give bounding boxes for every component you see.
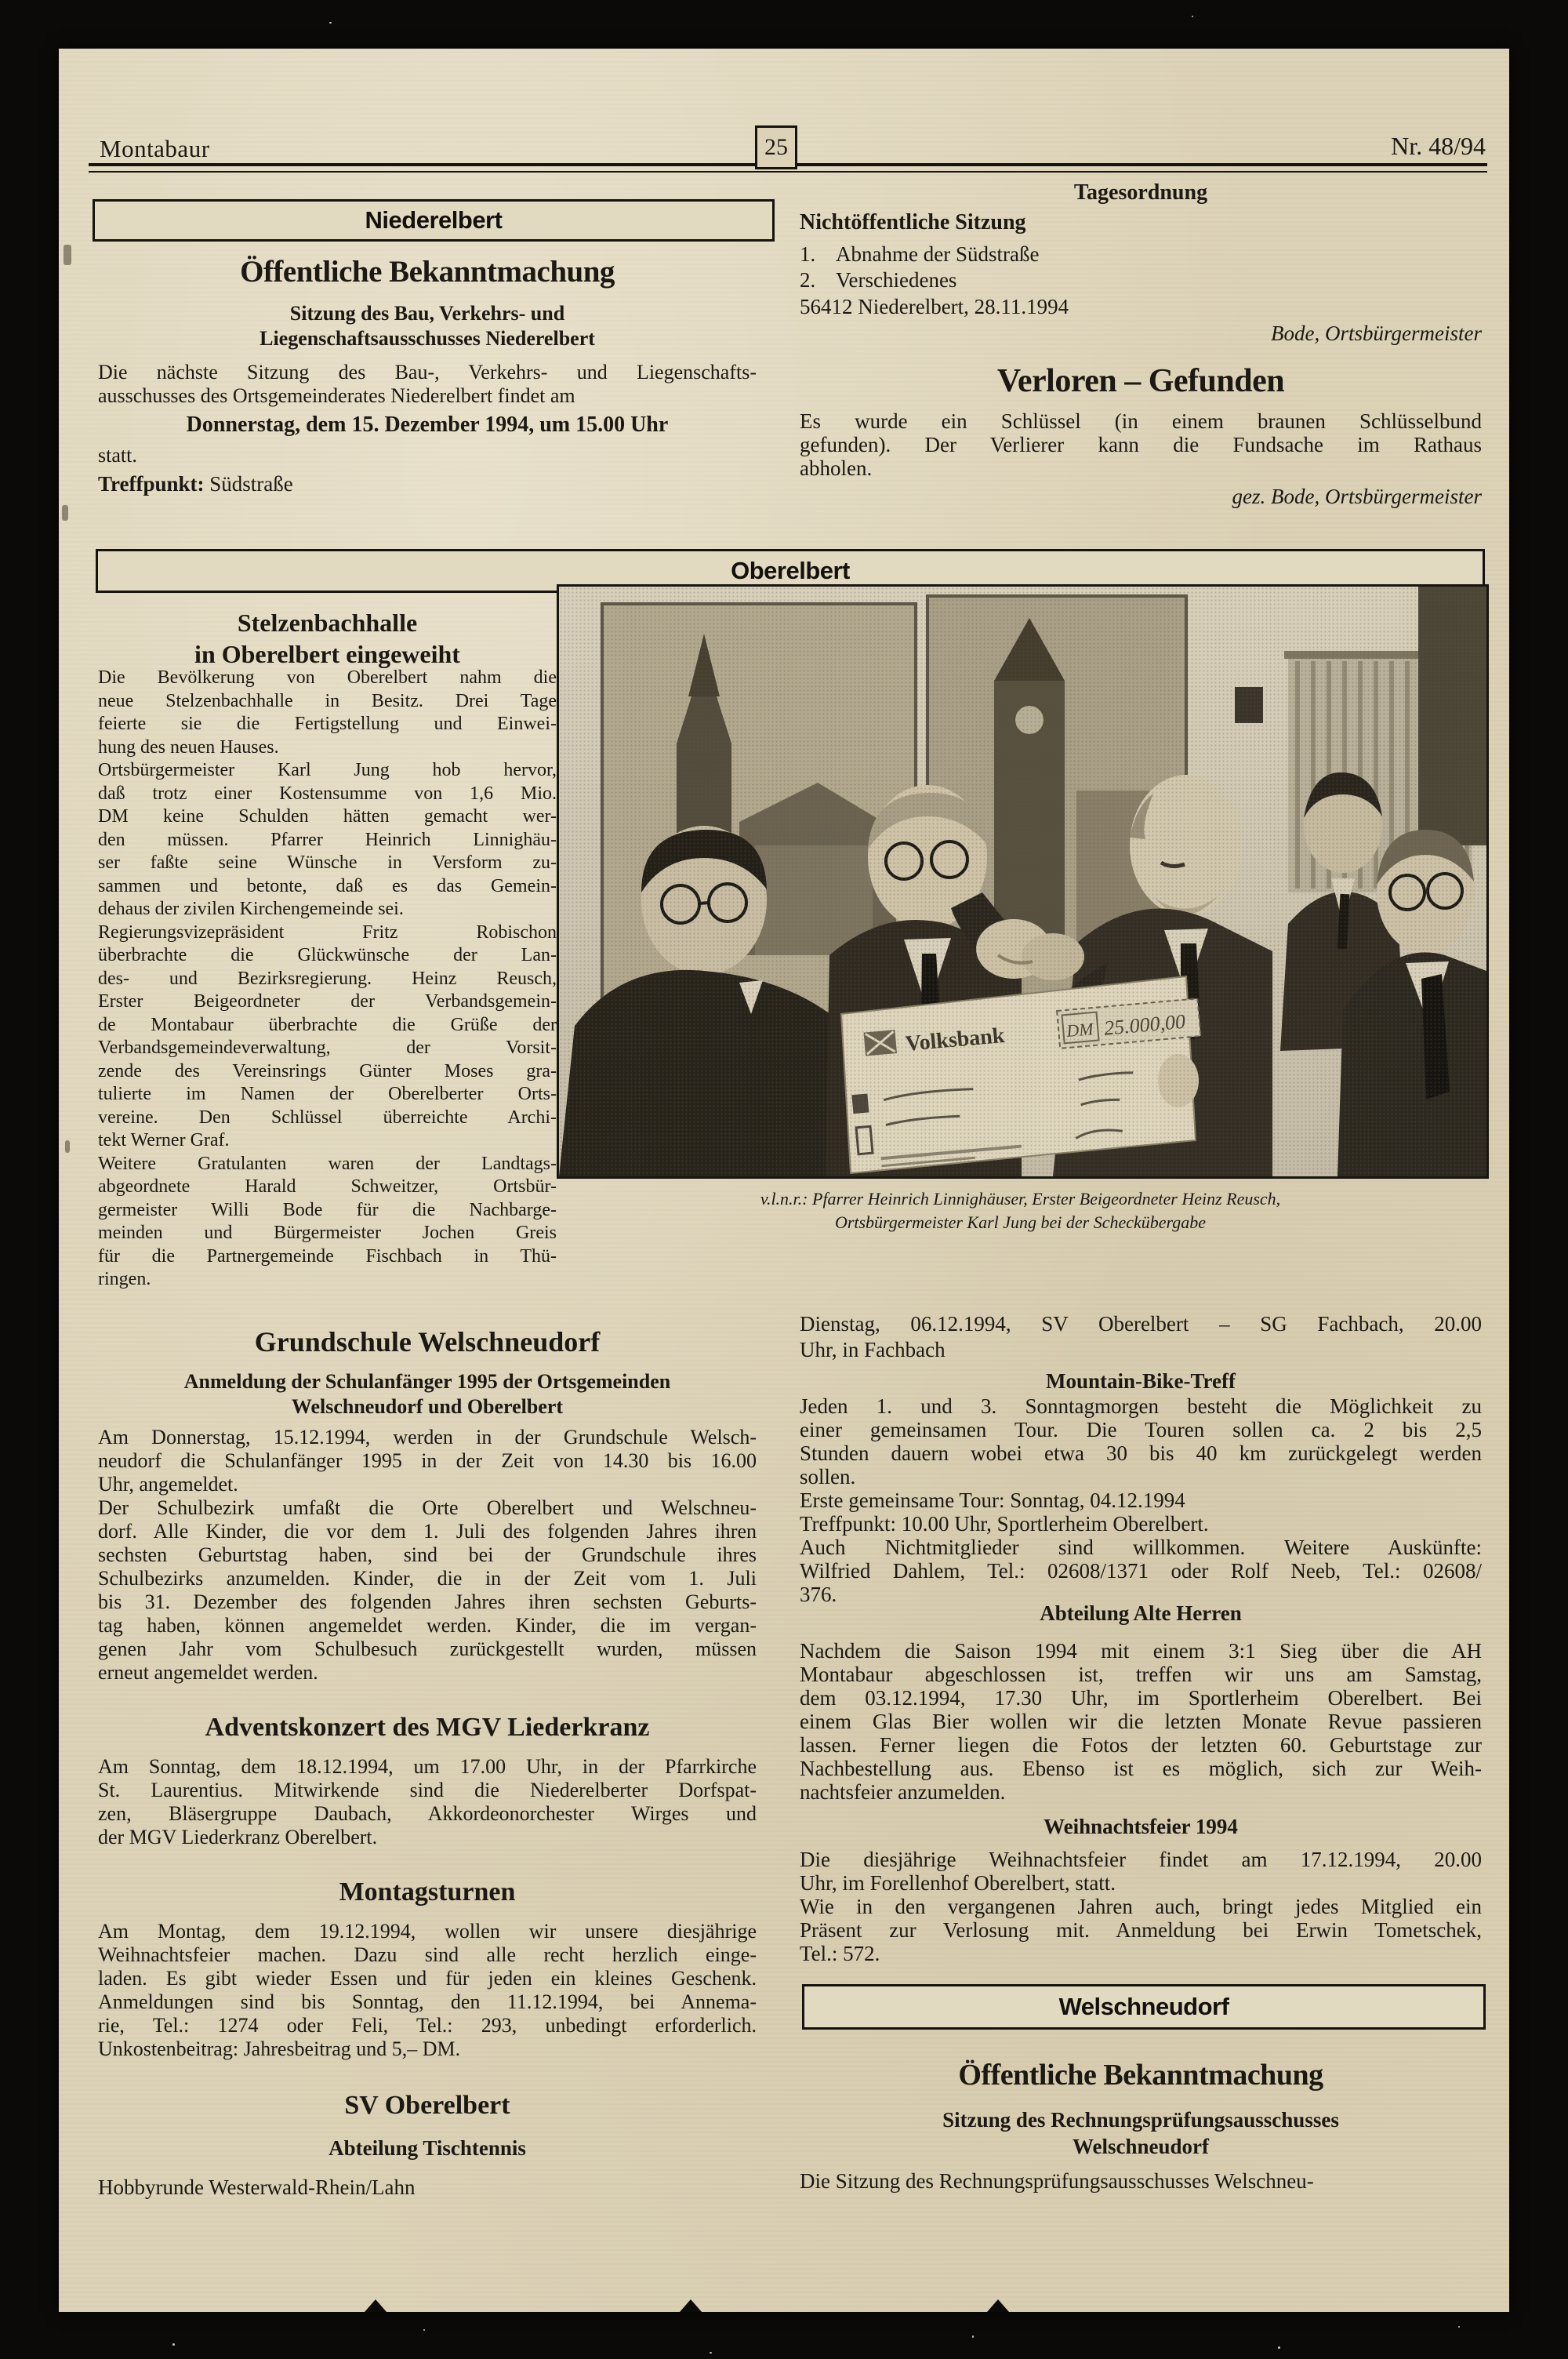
grundschule-paragraph: Der Schulbezirk umfaßt die Orte Oberelbert und Welschneu- dorf. Alle Kinder, die vor dem 1. Juli des folgenden Jahres ihren sechsten Geburtstag haben, sind bei der Grundschule ihres Schulbezirks anzumelden. Kinder, die in der Zeit vom 1. Juli bis 31. Dezember des folgenden Jahres ihren sechsten Geburts- tag haben, können angemeldet werden. Kinder, die im vergan- genen Jahr vom Schulbesuch zurückgestellt wurden, müssen erneut angemeldet werden. [98,1496,757,1684]
scan-speck [1192,16,1193,17]
banner-title: Oberelbert [731,557,850,584]
page-number-box [755,125,797,169]
agenda-title: Tagesordnung [1073,180,1208,205]
adventskonzert-title: Adventskonzert des MGV Liederkranz [205,1713,650,1742]
article-paragraph: Die Bevölkerung von Oberelbert nahm die neue Stelzenbachhalle in Besitz. Drei Tage feierte sie die Fertigstellung und Einwei- hung des neuen Hauses. [98,667,557,758]
banner-title: Welschneudorf [1058,1993,1229,2020]
halftone-texture [559,587,1486,1176]
header-rule-thin [89,171,1487,173]
paper-edge-notch [987,2299,1009,2312]
grundschule-title: Grundschule Welschneudorf [254,1326,601,1358]
welschneudorf-announcement-subtitle: Sitzung des Rechnungsprüfungsausschusses Welschneudorf [942,2108,1339,2158]
scan-speck [1278,2346,1280,2349]
weihnachtsfeier-paragraph: Die diesjährige Weihnachtsfeier findet am 17.12.1994, 20.00 Uhr, im Forellenhof Oberelbert, statt. [800,1848,1482,1895]
scan-speck [329,22,332,24]
article-title: Stelzenbachhalle in Oberelbert eingeweiht [194,609,460,668]
announcement-date: Donnerstag, dem 15. Dezember 1994, um 15.00 Uhr [186,413,669,437]
scan-smudge [62,505,68,521]
agenda-item-label: Verschiedenes [836,268,957,292]
montagsturnen-body: Am Montag, dem 19.12.1994, wollen wir unsere diesjährige Weihnachtsfeier machen. Dazu sind alle recht herzlich einge- laden. Es gibt wieder Essen und für jeden ein kleines Geschenk. Anmeldungen sind bis Sonntag, den 11.12.1994, bei Annema- rie, Tel.: 1274 oder Feli, Tel.: 293, unbedingt erforderlich. Unkostenbeitrag: Jahresbeitrag und 5,– DM. [98,1920,757,2060]
scan-speck [972,2335,974,2338]
announcement-meeting-point [98,472,757,496]
issue-number: Nr. 48/94 [1391,132,1486,160]
grundschule-subtitle: Anmeldung der Schulanfänger 1995 der Ortsgemeinden Welschneudorf und Oberelbert [183,1370,671,1418]
scan-smudge [65,1140,70,1153]
announcement-title: Öffentliche Bekanntmachung [240,255,615,289]
mountainbike-treffpunkt-line: Treffpunkt: 10.00 Uhr, Sportlerheim Oberelbert. [800,1512,1209,1536]
paper-edge-notch [365,2299,387,2312]
hobbyrunde-line: Hobbyrunde Westerwald-Rhein/Lahn [98,2175,416,2199]
agenda-signature: Bode, Ortsbürgermeister [1271,322,1482,345]
welschneudorf-announcement-body: Die Sitzung des Rechnungsprüfungsausschusses Welschneu- [800,2169,1314,2193]
newspaper-page [59,49,1509,2312]
scan-speck [172,2343,175,2346]
agenda-item [800,242,1482,267]
page-number: 25 [764,134,788,160]
mountainbike-tour-line: Erste gemeinsame Tour: Sonntag, 04.12.1994 [800,1488,1185,1512]
announcement-subtitle: Sitzung des Bau, Verkehrs- und Liegenschaftsausschusses Niederelbert [260,302,595,350]
agenda-item-label: Abnahme der Südstraße [836,242,1040,266]
mountainbike-body: Jeden 1. und 3. Sonntagmorgen besteht die Möglichkeit zu einer gemeinsamen Tour. Die Touren sollen ca. 2 bis 2,5 Stunden dauern wobei etwa 30 bis 40 km zurückgelegt werden sollen. [800,1394,1482,1488]
agenda-item-number: 2. [800,268,816,292]
article-paragraph: Regierungsvizepräsident Fritz Robischon überbrachte die Glückwünsche der Lan- des- und Bezirksregierung. Heinz Reusch, Erster Beigeordneter der Verbandsgemein- de Montabaur überbrachte die Grüße der Verbandsgemeindeverwaltung, der Vorsit- zende des Vereinsrings Günter Moses gra- tulierte im Namen der Oberelberter Orts- vereine. Den Schlüssel überreichte Archi- tekt Werner Graf. [98,921,557,1150]
mountainbike-title: Mountain-Bike-Treff [1046,1369,1236,1393]
tischtennis-match: Dienstag, 06.12.1994, SV Oberelbert – SG Fachbach, 20.00 Uhr, in Fachbach [800,1312,1482,1361]
scan-speck [1458,2326,1460,2328]
mountainbike-info: Auch Nichtmitglieder sind willkommen. Weitere Auskünfte: Wilfried Dahlem, Tel.: 02608/1371 oder Rolf Neeb, Tel.: 02608/ 376. [800,1536,1482,1606]
grundschule-paragraph: Am Donnerstag, 15.12.1994, werden in der Grundschule Welsch- neudorf die Schulanfänger 1995 in der Zeit von 14.30 bis 16.00 Uhr, angemeldet. [98,1426,757,1496]
lost-found-body: Es wurde ein Schlüssel (in einem braunen Schlüsselbund gefunden). Der Verlierer kann die Fundsache im Rathaus abholen. [800,409,1482,480]
agenda-list [800,242,1482,293]
masthead-town-label: Montabaur [100,135,210,162]
meeting-point-label: Treffpunkt: [98,472,205,496]
banner-title: Niederelbert [365,206,503,234]
alte-herren-body: Nachdem die Saison 1994 mit einem 3:1 Sieg über die AH Montabaur abgeschlossen ist, treffen wir uns am Samstag, dem 03.12.1994, 17.30 Uhr, im Sportlerheim Oberelbert. Bei einem Glas Bier wollen wir die letzten Monate Revue passieren lassen. Ferner liegen die Fotos der letzten 60. Geburtstage zur Nachbestellung aus. Ebenso ist es möglich, sich zur Weih- nachtsfeier anzumelden. [800,1639,1482,1804]
article-paragraph: Weitere Gratulanten waren der Landtags- abgeordnete Harald Schweitzer, Ortsbür- germeister Willi Bode für die Nachbarge- meinden und Bürgermeister Jochen Greis für die Partnergemeinde Fischbach in Thü- ringen. [98,1153,557,1289]
tischtennis-title: Abteilung Tischtennis [328,2136,526,2160]
lost-found-title: Verloren – Gefunden [996,363,1285,399]
welschneudorf-announcement-title: Öffentliche Bekanntmachung [958,2059,1323,2092]
weihnachtsfeier-title: Weihnachtsfeier 1994 [1044,1815,1238,1838]
scan-speck [710,2352,712,2354]
scheckuebergabe-photo [557,584,1489,1179]
adventskonzert-body: Am Sonntag, dem 18.12.1994, um 17.00 Uhr, in der Pfarrkirche St. Laurentius. Mitwirkende sind die Niederelberter Dorfspat- zen, Bläsergruppe Daubach, Akkordeonorchester Wirges und der MGV Liederkranz Oberelbert. [98,1755,757,1848]
lost-found-signature: gez. Bode, Ortsbürgermeister [1232,485,1482,508]
sv-oberelbert-title: SV Oberelbert [344,2091,510,2120]
photo-illustration [559,587,1486,1176]
section-banner-niederelbert [93,199,775,242]
announcement-statt: statt. [98,444,137,467]
meeting-point-value: Südstraße [204,472,293,496]
weihnachtsfeier-paragraph: Wie in den vergangenen Jahren auch, bringt jedes Mitglied ein Präsent zur Verlosung mit. Anmeldung bei Erwin Tometschek, Tel.: 572. [800,1895,1482,1965]
photo-caption: v.l.n.r.: Pfarrer Heinrich Linnighäuser, Erster Beigeordneter Heinz Reusch, Ortsbürgermeister Karl Jung bei der Scheckübergabe [760,1189,1281,1232]
scan-smudge [64,245,71,265]
alte-herren-title: Abteilung Alte Herren [1040,1601,1242,1625]
paper-edge-notch [680,2299,702,2312]
article-paragraph: Ortsbürgermeister Karl Jung hob hervor, daß trotz einer Kostensumme von 1,6 Mio. DM keine Schulden hätten gemacht wer- den müssen. Pfarrer Heinrich Linnighäu- ser faßte seine Wünsche in Versform zu- sammen und betonte, daß es das Gemein- dehaus der zivilen Kirchengemeinde sei. [98,760,557,919]
agenda-item-number: 1. [800,242,816,266]
agenda-session-title: Nichtöffentliche Sitzung [800,210,1026,234]
announcement-intro: Die nächste Sitzung des Bau-, Verkehrs- und Liegenschafts- ausschusses des Ortsgemeinderates Niederelbert findet am [98,361,757,407]
montagsturnen-title: Montagsturnen [339,1877,516,1906]
section-banner-welschneudorf [802,1984,1486,2030]
agenda-place-date: 56412 Niederelbert, 28.11.1994 [800,295,1069,318]
agenda-item [800,267,1482,293]
scan-speck [423,2329,425,2331]
